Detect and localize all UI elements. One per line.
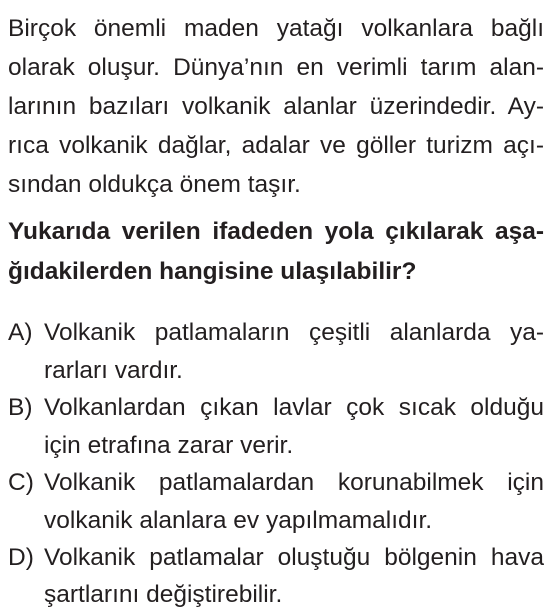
passage-line: larının bazıları volkanik alanlar üzerindedir. Ay- xyxy=(8,93,544,120)
question-line: ğıdakilerden hangisine ulaşılabilir? xyxy=(8,258,417,285)
option-letter: B) xyxy=(8,394,33,421)
passage-line: Birçok önemli maden yatağı volkanlara bağlı xyxy=(8,15,544,42)
option-text: volkanik alanlara ev yapılmamalıdır. xyxy=(44,507,433,534)
option-letter: A) xyxy=(8,319,33,346)
option-letter: C) xyxy=(8,469,34,496)
option-text: Volkanik patlamalar oluştuğu bölgenin hava xyxy=(44,544,544,571)
passage-line: sından oldukça önem taşır. xyxy=(8,171,301,198)
option-text: Volkanik patlamalardan korunabilmek için xyxy=(44,469,544,496)
option-text: Volkanik patlamaların çeşitli alanlarda ya- xyxy=(44,319,544,346)
question-line: Yukarıda verilen ifadeden yola çıkılarak aşa- xyxy=(8,218,544,245)
passage-line: olarak oluşur. Dünya’nın en verimli tarım alan- xyxy=(8,54,544,81)
option-letter: D) xyxy=(8,544,34,571)
option-text: Volkanlardan çıkan lavlar çok sıcak olduğu xyxy=(44,394,544,421)
option-text: şartlarını değiştirebilir. xyxy=(44,581,283,608)
option-text: rarları vardır. xyxy=(44,357,183,384)
passage-line: rıca volkanik dağlar, adalar ve göller turizm açı- xyxy=(8,132,544,159)
option-text: için etrafına zarar verir. xyxy=(44,432,294,459)
